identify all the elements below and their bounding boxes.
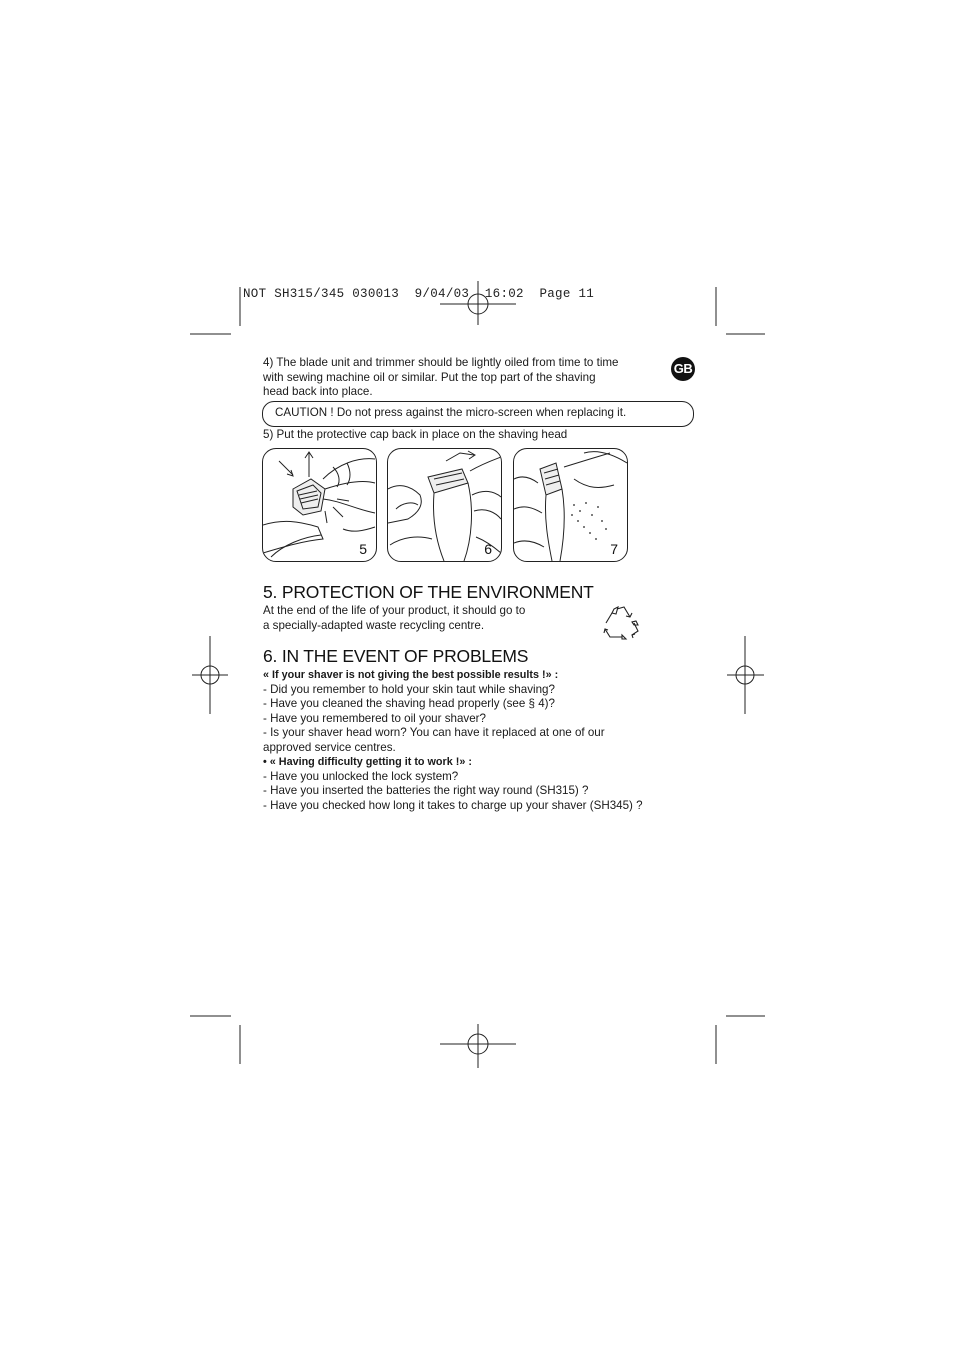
list-item: - Have you cleaned the shaving head properly (see § 4)?: [263, 697, 555, 710]
list-item: approved service centres.: [263, 740, 396, 754]
section-5-line: a specially-adapted waste recycling centre.: [263, 618, 485, 632]
figure-number: 6: [484, 541, 492, 557]
section-6-content: [263, 668, 703, 813]
figure-number: 5: [359, 541, 367, 557]
print-slug-line: NOT SH315/345 030013 9/04/03 16:02 Page 11: [243, 287, 595, 301]
list-item: - Did you remember to hold your skin taut while shaving?: [263, 682, 555, 696]
step-4-line: with sewing machine oil or similar. Put the top part of the shaving: [263, 370, 596, 384]
figure-5: [262, 448, 377, 562]
figure-6: [387, 448, 502, 562]
section-5-line: At the end of the life of your product, it should go to: [263, 604, 526, 617]
caution-text: CAUTION ! Do not press against the micro-screen when replacing it.: [275, 406, 627, 419]
recycle-icon: [600, 603, 642, 641]
caution-box: [262, 401, 694, 427]
section-5-text: [263, 604, 593, 633]
step-4-line: 4) The blade unit and trimmer should be lightly oiled from time to time: [263, 356, 619, 369]
section-5-heading: 5. PROTECTION OF THE ENVIRONMENT: [263, 582, 594, 602]
step-5-text: 5) Put the protective cap back in place on the shaving head: [263, 428, 568, 441]
list-item: - Is your shaver head worn? You can have it replaced at one of our: [263, 726, 605, 739]
language-badge: GB: [671, 357, 695, 381]
section-6-heading: 6. IN THE EVENT OF PROBLEMS: [263, 646, 529, 666]
subheading-best-results: « If your shaver is not giving the best possible results !» :: [263, 669, 559, 681]
list-item: - Have you checked how long it takes to charge up your shaver (SH345) ?: [263, 798, 643, 812]
step-4-paragraph: [263, 356, 673, 400]
figure-7: [513, 448, 628, 562]
list-item: - Have you unlocked the lock system?: [263, 769, 459, 783]
step-4-line: head back into place.: [263, 385, 373, 398]
list-item: - Have you remembered to oil your shaver?: [263, 711, 486, 725]
list-item: - Have you inserted the batteries the right way round (SH315) ?: [263, 784, 589, 797]
figure-number: 7: [610, 541, 618, 557]
subheading-difficulty: • « Having difficulty getting it to work !» :: [263, 756, 472, 768]
